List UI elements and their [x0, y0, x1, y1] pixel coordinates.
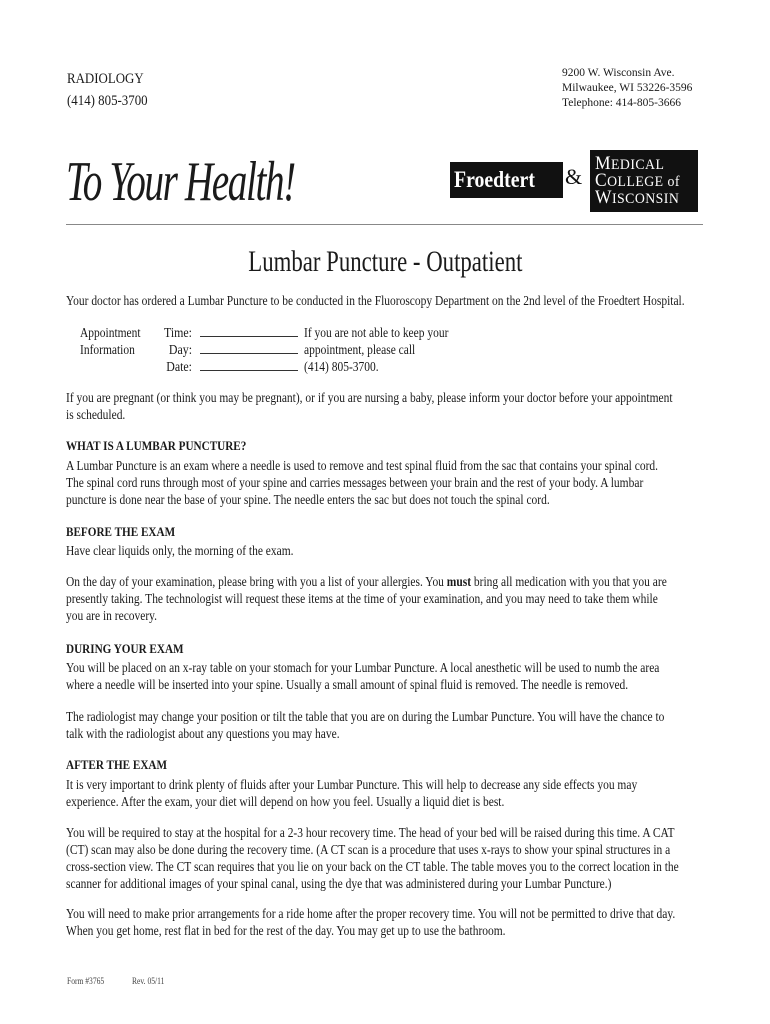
address-phone: Telephone: 414-805-3666: [562, 97, 681, 109]
time-label: Time:: [163, 326, 192, 341]
heading-during-exam: DURING YOUR EXAM: [66, 641, 184, 656]
day-blank[interactable]: [200, 343, 298, 354]
after-exam-paragraph: It is very important to drink plenty of fluids after your Lumbar Puncture. This will help to decrease any side effects you may experience. After the exam, your diet will depend on how you feel. Usually a liquid diet is best.: [66, 778, 638, 810]
radiologist-paragraph: The radiologist may change your position or tilt the table that you are on during the Lumbar Puncture. You will have the chance to talk with the radiologist about any questions you may have.: [66, 710, 665, 742]
must-emphasis: must: [446, 575, 472, 590]
recovery-paragraph: You will be required to stay at the hospital for a 2-3 hour recovery time. The head of your bed will be raised during this time. A CAT (CT) scan may also be done during the recovery time. (A CT scan is a procedure that uses x-rays to show your spinal structures in a cross-section view. The CT scan requires that you lie on your back on the CT table. The table moves you to the correct location in the scanner for additional images of your spinal canal, using the dye that was administered during your Lumbar Puncture.): [66, 826, 679, 892]
logo-medical-college: MEDICAL COLLEGE of WISCONSIN: [590, 150, 698, 212]
heading-after-exam: AFTER THE EXAM: [66, 757, 168, 772]
department-block: [67, 68, 161, 112]
date-label: Date:: [166, 360, 192, 375]
tagline: To Your Health!: [66, 151, 295, 213]
logo-froedtert: Froedtert: [450, 162, 563, 198]
header-divider: [66, 224, 703, 225]
during-exam-paragraph: You will be placed on an x-ray table on your stomach for your Lumbar Puncture. A local anesthetic will be used to numb the area where a needle will be inserted into your spine. Usually a small amount of spinal fluid is removed. The needle is removed.: [66, 661, 660, 693]
exam-day-paragraph: On the day of your examination, please bring with you a list of your allergies. You must bring all medication with you that you are presently taking. The technologist will request these items at the time of your examination, and you may need to take them while you are in recovery.: [66, 575, 667, 624]
date-blank[interactable]: [200, 360, 298, 371]
ride-home-paragraph: You will need to make prior arrangements for a ride home after the proper recovery time. You will not be permitted to drive that day. When you get home, rest flat in bed for the rest of the day. You may get up to use the bathroom.: [66, 907, 676, 939]
appointment-blanks: [196, 325, 298, 376]
address-line-2: Milwaukee, WI 53226-3596: [562, 82, 693, 94]
appointment-label: Appointment Information: [80, 326, 141, 358]
department-name: RADIOLOGY: [67, 71, 144, 87]
heading-what-is: WHAT IS A LUMBAR PUNCTURE?: [66, 438, 247, 453]
form-footer: [67, 976, 170, 986]
logo-ampersand: &: [565, 164, 583, 189]
hospital-logo: [450, 150, 698, 212]
department-phone: (414) 805-3700: [67, 93, 148, 109]
document-title: Lumbar Puncture - Outpatient: [247, 245, 523, 278]
address-block: [562, 66, 692, 111]
revision-date: Rev. 05/11: [131, 976, 164, 986]
what-is-paragraph: A Lumbar Puncture is an exam where a needle is used to remove and test spinal fluid from the sac that contains your spinal cord. The spinal cord runs through most of your spine and carries messages between your brain and the rest of your body. A lumbar puncture is done near the base of your spine. The needle enters the sac but does not touch the spinal cord.: [66, 459, 659, 508]
before-exam-paragraph: Have clear liquids only, the morning of the exam.: [66, 544, 294, 559]
intro-paragraph: Your doctor has ordered a Lumbar Puncture to be conducted in the Fluoroscopy Department on the 2nd level of the Froedtert Hospital.: [66, 294, 685, 309]
heading-before-exam: BEFORE THE EXAM: [66, 524, 176, 539]
time-blank[interactable]: [200, 326, 298, 337]
address-line-1: 9200 W. Wisconsin Ave.: [562, 67, 675, 79]
day-label: Day:: [168, 343, 192, 358]
form-number: Form #3765: [67, 976, 105, 986]
pregnancy-notice: If you are pregnant (or think you may be pregnant), or if you are nursing a baby, please inform your doctor before your appointment is scheduled.: [66, 391, 673, 423]
appointment-field-labels: [150, 325, 192, 376]
appointment-note: If you are not able to keep your appointment, please call (414) 805-3700.: [304, 326, 449, 375]
